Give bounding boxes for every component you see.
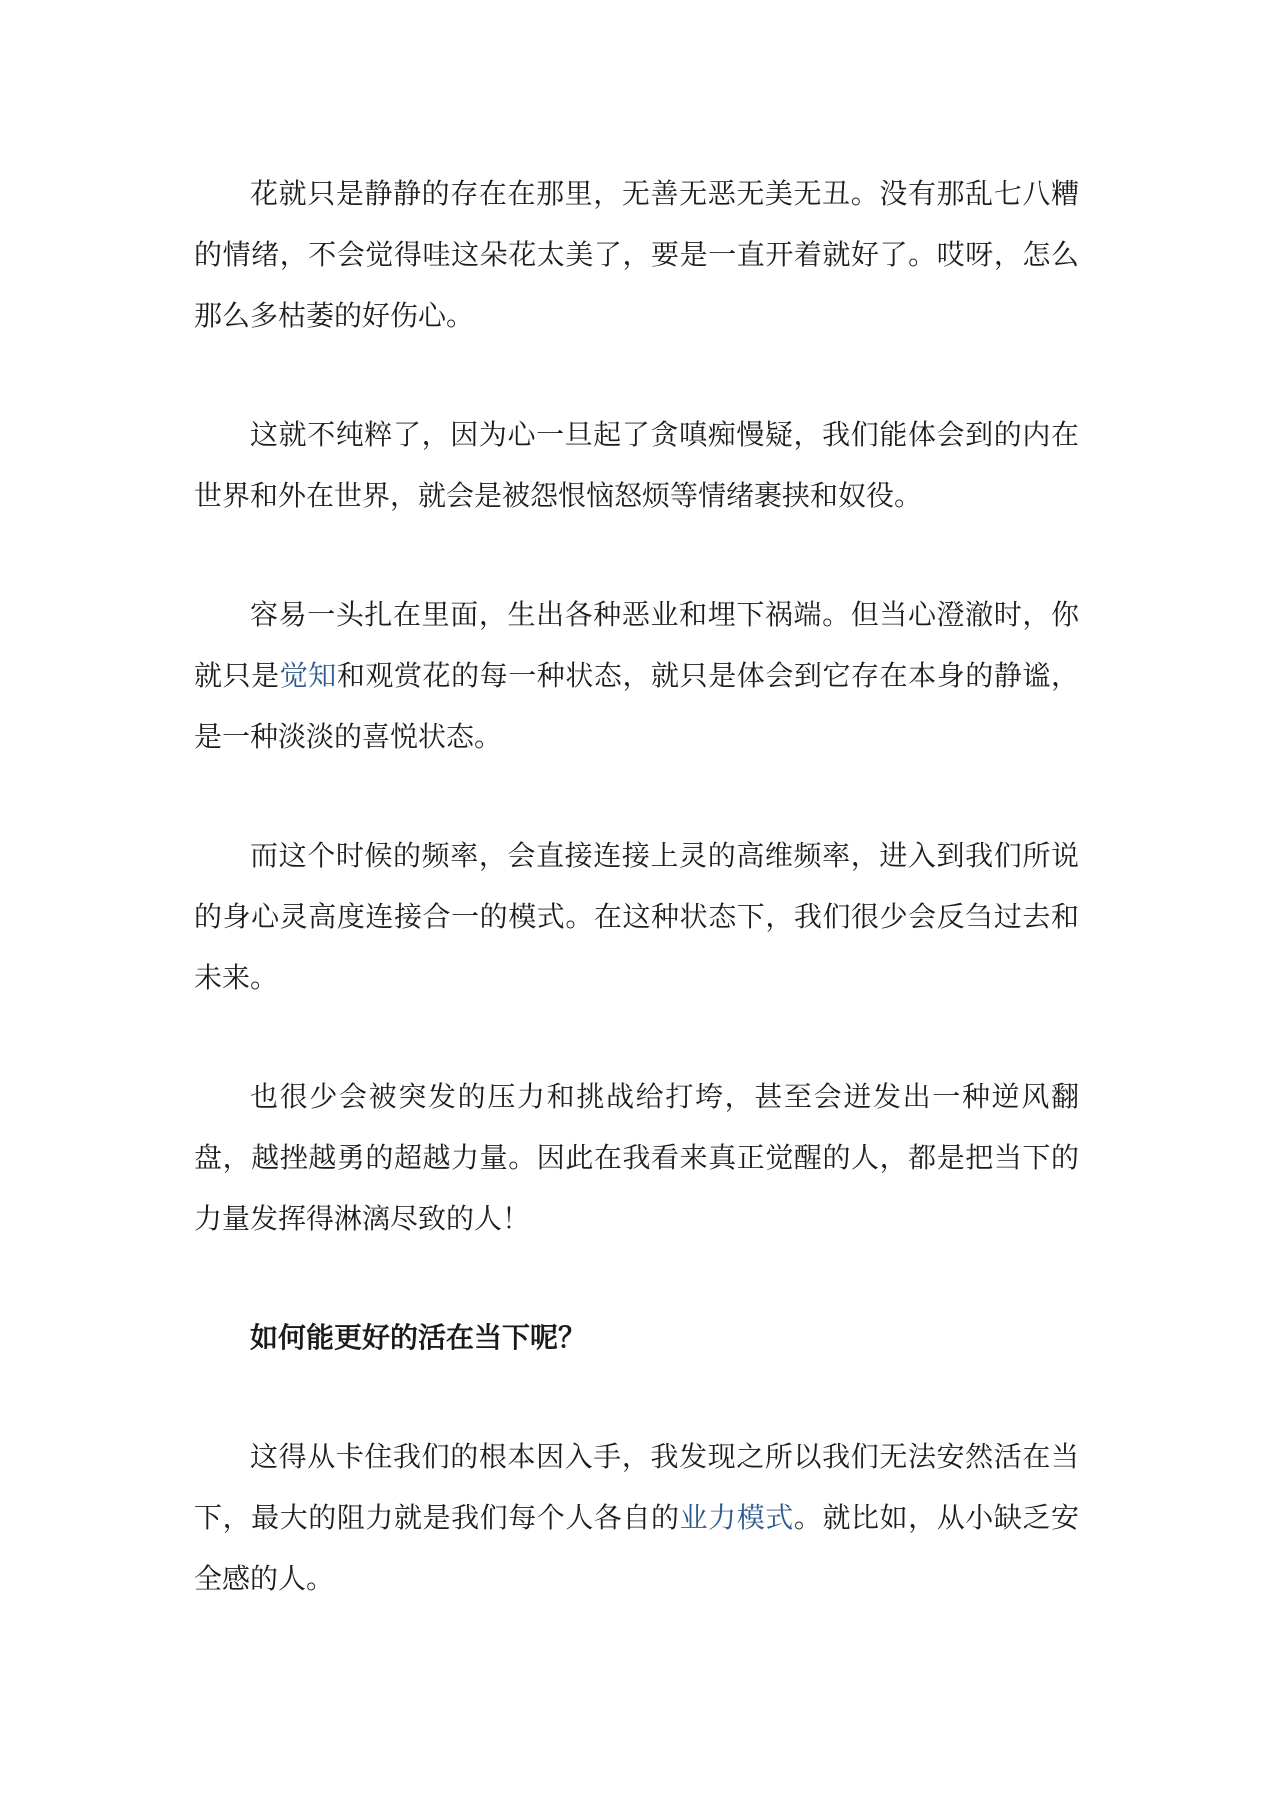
inline-link[interactable]: 业力模式: [679, 1501, 794, 1534]
body-paragraph: [194, 404, 1079, 526]
body-paragraph: [194, 1426, 1079, 1609]
body-paragraph: [194, 825, 1079, 1008]
paragraph-text: 如何能更好的活在当下呢？: [250, 1321, 587, 1354]
paragraph-text: 而这个时候的频率，会直接连接上灵的高维频率，进入到我们所说的身心灵高度连接合一的模式。在这种状态下，我们很少会反刍过去和未来。: [194, 839, 1079, 994]
body-paragraph: [194, 163, 1079, 346]
paragraph-text: 这就不纯粹了，因为心一旦起了贪嗔痴慢疑，我们能体会到的内在世界和外在世界，就会是被怨恨恼怒烦等情绪裹挟和奴役。: [194, 418, 1079, 512]
body-paragraph: [194, 584, 1079, 767]
article-body: [194, 163, 1079, 1667]
paragraph-text: 。就比如，从小缺乏安全感的人。: [194, 1501, 1079, 1595]
paragraph-text: 花就只是静静的存在在那里，无善无恶无美无丑。没有那乱七八糟的情绪，不会觉得哇这朵花太美了，要是一直开着就好了。哎呀，怎么那么多枯萎的好伤心。: [194, 177, 1079, 332]
body-paragraph: [194, 1066, 1079, 1249]
paragraph-text: 和观赏花的每一种状态，就只是体会到它存在本身的静谧，是一种淡淡的喜悦状态。: [194, 659, 1079, 753]
paragraph-text: 也很少会被突发的压力和挑战给打垮，甚至会迸发出一种逆风翻盘，越挫越勇的超越力量。因此在我看来真正觉醒的人，都是把当下的力量发挥得淋漓尽致的人！: [194, 1080, 1079, 1235]
section-heading: [194, 1307, 1079, 1368]
paragraph-text: 容易一头扎在里面，生出各种恶业和埋下祸端。但当心澄澈时，你就只是: [194, 598, 1079, 692]
inline-link[interactable]: 觉知: [279, 659, 337, 692]
paragraph-text: 这得从卡住我们的根本因入手，我发现之所以我们无法安然活在当下，最大的阻力就是我们每个人各自的: [194, 1440, 1079, 1534]
